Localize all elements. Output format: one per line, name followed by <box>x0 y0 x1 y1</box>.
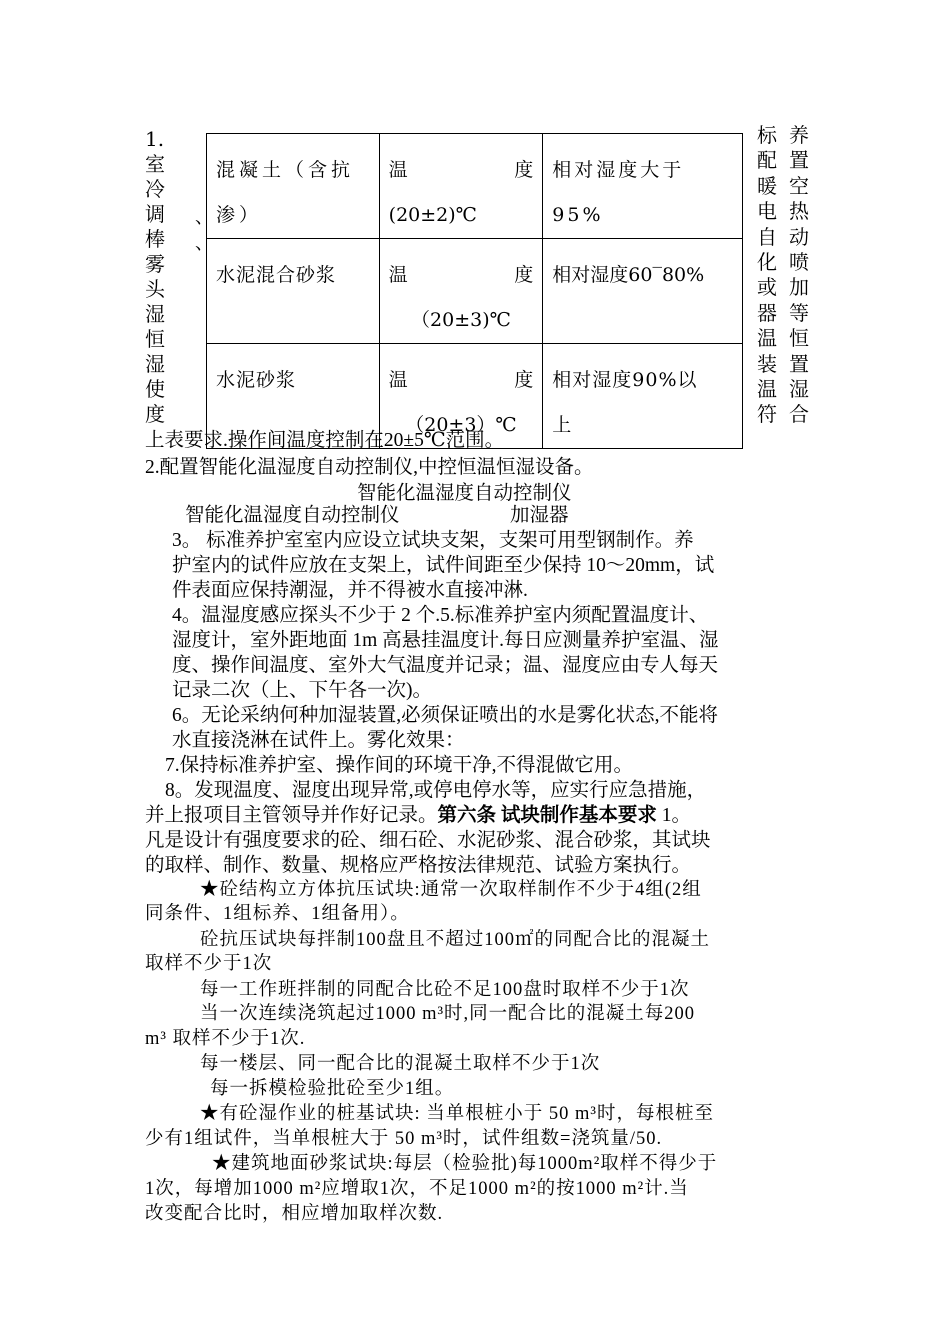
humidity-cell <box>543 239 743 344</box>
left-char: 1. <box>145 127 165 151</box>
body-line: 上表要求.操作间温度控制在20±5℃范围。 <box>145 430 505 451</box>
body-line: m³ 取样不少于1次. <box>145 1029 306 1049</box>
comma-mark: 、 <box>195 207 213 228</box>
right-char: 湿 <box>789 376 809 401</box>
body-line: 件表面应保持潮湿，并不得被水直接冲淋. <box>172 580 528 601</box>
right-char: 配 <box>757 148 777 173</box>
temp-label: 温 <box>388 159 408 181</box>
right-char: 温 <box>757 326 777 351</box>
right-vertical-text <box>757 123 809 428</box>
body-line: 砼抗压试块每拌制100盘且不超过100㎡的同配合比的混凝土 <box>200 930 711 950</box>
caption-line: 智能化温湿度自动控制仪 <box>357 483 572 504</box>
temp-value: （20±3）℃ <box>405 414 517 436</box>
body-line: 当一次连续浇筑起过1000 m³时,同一配合比的混凝土每200 <box>200 1004 695 1024</box>
left-char: 棒 <box>145 227 165 251</box>
caption-line: 加湿器 <box>510 505 569 526</box>
material-text: 水泥砂浆 <box>216 369 297 391</box>
body-line: 凡是设计有强度要求的砼、细石砼、水泥砂浆、混合砂浆，其试块 <box>145 830 711 851</box>
left-char: 湿 <box>145 302 165 326</box>
humidity-cell <box>543 134 743 239</box>
humidity-cell <box>543 344 743 449</box>
body-line: 每一工作班拌制的同配合比砼不足100盘时取样不少于1次 <box>200 980 690 1000</box>
right-char: 养 <box>789 123 809 147</box>
temp-value: (20±2)℃ <box>388 204 477 226</box>
left-char: 雾 <box>145 252 165 276</box>
humidity-text: 95% <box>552 204 604 226</box>
right-char: 或 <box>757 275 777 300</box>
body-line: 改变配合比时，相应增加取样次数. <box>145 1204 444 1224</box>
right-char: 热 <box>789 199 809 224</box>
temp-label: 温 <box>388 264 408 286</box>
body-line: ★砼结构立方体抗压试块:通常一次取样制作不少于4组(2组 <box>200 880 702 900</box>
left-char: 头 <box>145 277 165 301</box>
body-line: 记录二次（上、下午各一次)。 <box>172 680 432 701</box>
temp-label: 温 <box>388 369 408 391</box>
left-char: 使 <box>145 377 165 401</box>
body-line: 8。发现温度、湿度出现异常,或停电停水等，应实行应急措施， <box>165 780 707 801</box>
body-line: 度、操作间温度、室外大气温度并记录；温、湿度应由专人每天 <box>172 655 719 676</box>
caption-line: 智能化温湿度自动控制仪 <box>185 505 400 526</box>
temp-value: （20±3)℃ <box>411 309 511 331</box>
temp-label: 度 <box>514 159 534 181</box>
right-char: 置 <box>789 351 809 376</box>
temp-label: 度 <box>514 264 534 286</box>
body-line: 少有1组试件，当单根桩大于 50 m³时，试件组数=浇筑量/50. <box>145 1129 663 1149</box>
table-row <box>207 239 743 344</box>
body-line: ★有砼湿作业的桩基试块: 当单根桩小于 50 m³时，每根桩至 <box>200 1104 714 1124</box>
right-char: 化 <box>757 249 777 274</box>
body-line: ★建筑地面砂浆试块:每层（检验批)每1000m²取样不得少于 <box>212 1154 718 1174</box>
body-line: 水直接浇淋在试件上。雾化效果： <box>172 730 465 751</box>
left-char: 调 <box>145 202 165 226</box>
humidity-text: 相对湿度90%以 <box>552 369 698 391</box>
material-text: 水泥混合砂浆 <box>216 264 337 286</box>
curing-conditions-table <box>206 133 743 449</box>
left-char: 恒 <box>145 327 165 351</box>
right-char: 温 <box>757 376 777 401</box>
temperature-cell <box>379 239 543 344</box>
right-char: 空 <box>789 173 809 198</box>
material-cell <box>207 134 380 239</box>
right-char: 器 <box>757 300 777 325</box>
body-line: 2.配置智能化温湿度自动控制仪,中控恒温恒湿设备。 <box>145 457 594 478</box>
temperature-cell <box>379 134 543 239</box>
comma-mark: 、 <box>195 233 213 254</box>
right-char: 标 <box>757 123 777 147</box>
humidity-text: 上 <box>552 414 575 436</box>
body-line: 6。无论采纳何种加湿装置,必须保证喷出的水是雾化状态,不能将 <box>172 705 719 726</box>
right-char: 喷 <box>789 249 809 274</box>
right-char: 暖 <box>757 173 777 198</box>
material-text: 渗） <box>216 204 263 226</box>
body-line: 1次，每增加1000 m²应增取1次，不足1000 m²的按1000 m²计.当 <box>145 1179 689 1199</box>
material-text: 混凝土（含抗 <box>216 159 355 181</box>
right-char: 符 <box>757 402 777 427</box>
right-char: 电 <box>757 199 777 224</box>
right-char: 自 <box>757 224 777 249</box>
body-line: 同条件、1组标养、1组备用）。 <box>145 904 410 924</box>
right-char: 置 <box>789 148 809 173</box>
right-char: 动 <box>789 224 809 249</box>
body-line: 4。温湿度感应探头不少于 2 个.5.标准养护室内须配置温度计、 <box>172 605 709 626</box>
body-line: 护室内的试件应放在支架上，试件间距至少保持 10～20mm，试 <box>172 555 715 576</box>
right-char: 恒 <box>789 326 809 351</box>
body-text: 1。 <box>656 805 692 826</box>
left-char: 室 <box>145 152 165 176</box>
section-heading: 第六条 试块制作基本要求 <box>437 805 657 826</box>
right-char: 等 <box>789 300 809 325</box>
body-line: 的取样、制作、数量、规格应严格按法律规范、试验方案执行。 <box>145 855 692 876</box>
body-line: 湿度计，室外距地面 1m 高悬挂温度计.每日应测量养护室温、湿 <box>172 630 719 651</box>
body-line: 每一楼层、同一配合比的混凝土取样不少于1次 <box>200 1054 601 1074</box>
left-char: 湿 <box>145 352 165 376</box>
right-char: 加 <box>789 275 809 300</box>
humidity-text: 相对湿度60‾80% <box>552 264 705 286</box>
body-line: 7.保持标准养护室、操作间的环境干净,不得混做它用。 <box>165 755 634 776</box>
left-char: 度 <box>145 402 165 426</box>
table-row <box>207 134 743 239</box>
right-char: 合 <box>789 402 809 427</box>
body-line <box>145 799 691 827</box>
right-char: 装 <box>757 351 777 376</box>
body-line: 每一拆模检验批砼至少1组。 <box>210 1079 455 1099</box>
material-cell <box>207 239 380 344</box>
body-line: 3。 标准养护室室内应设立试块支架，支架可用型钢制作。养 <box>172 530 694 551</box>
body-line: 取样不少于1次 <box>145 954 273 974</box>
left-vertical-text <box>145 127 169 427</box>
body-text: 并上报项目主管领导并作好记录。 <box>145 805 438 826</box>
temp-label: 度 <box>514 369 534 391</box>
left-char: 冷 <box>145 177 165 201</box>
humidity-text: 相对湿度大于 <box>552 159 685 181</box>
